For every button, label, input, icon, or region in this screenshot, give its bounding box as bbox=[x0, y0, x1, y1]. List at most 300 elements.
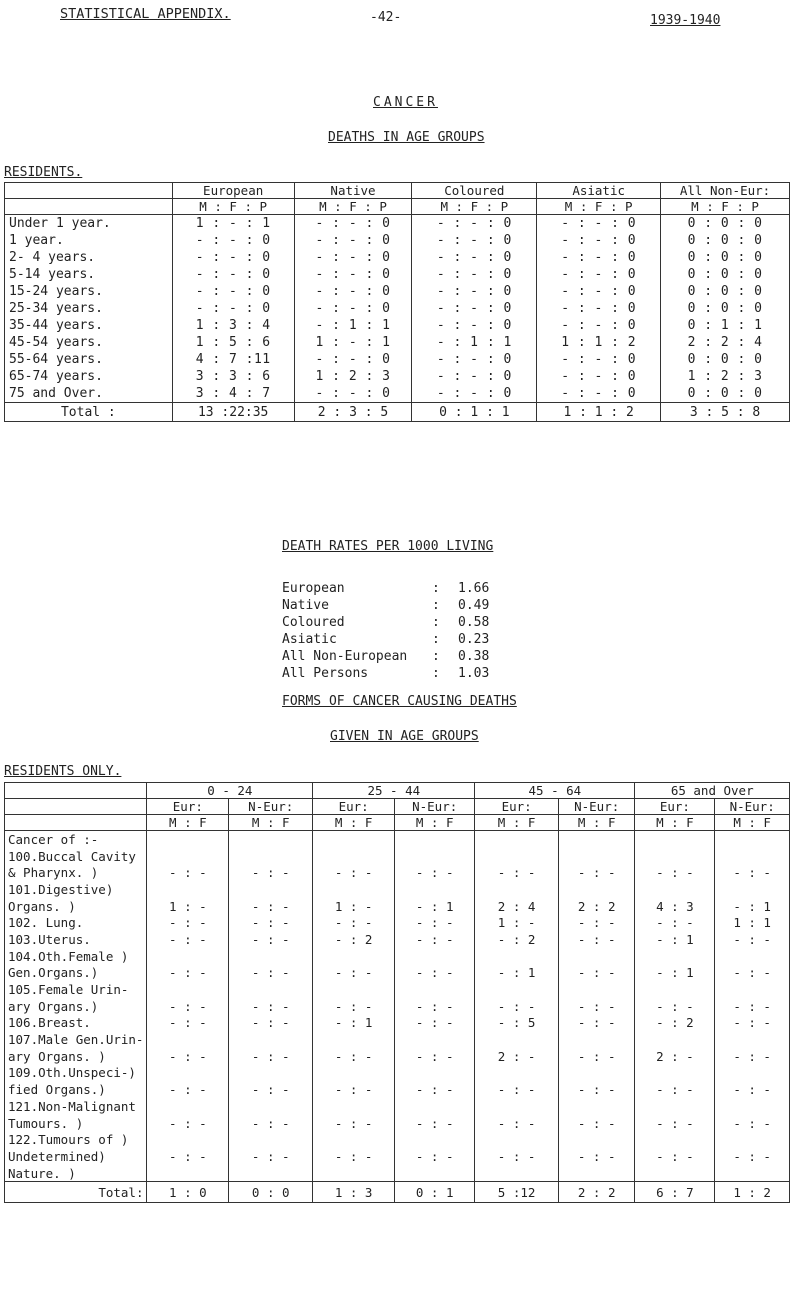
table-cell: - : - bbox=[635, 914, 715, 931]
total-cell: 0 : 1 bbox=[395, 1182, 475, 1203]
table-cell bbox=[147, 1031, 229, 1048]
column-subheader: M : F : P bbox=[412, 199, 537, 215]
death-rates-title: DEATH RATES PER 1000 LIVING bbox=[282, 539, 494, 554]
column-header-age-0-24: 0 - 24 bbox=[147, 783, 313, 799]
table-cell: - : - bbox=[715, 1081, 790, 1098]
table-cell bbox=[147, 1065, 229, 1082]
table-cell bbox=[395, 848, 475, 865]
table-cell: - : - : 0 bbox=[537, 368, 661, 385]
table-cell: 3 : 3 : 6 bbox=[172, 368, 294, 385]
table-cell bbox=[635, 1065, 715, 1082]
column-header-all-non-eur: All Non-Eur: bbox=[661, 183, 790, 199]
table-cell: - : - bbox=[395, 864, 475, 881]
table-cell: - : - bbox=[147, 1048, 229, 1065]
total-cell: 5 :12 bbox=[475, 1182, 559, 1203]
table-cell: - : - : 0 bbox=[412, 249, 537, 266]
column-subheader: N-Eur: bbox=[395, 799, 475, 815]
table-cell: - : - bbox=[229, 998, 313, 1015]
total-cell: 13 :22:35 bbox=[172, 403, 294, 422]
table-cell: - : 2 bbox=[475, 931, 559, 948]
table-cell: - : - bbox=[475, 1148, 559, 1165]
table-cell bbox=[147, 831, 229, 848]
table-cell bbox=[558, 1165, 635, 1182]
table-cell: - : - : 0 bbox=[537, 266, 661, 283]
table-row bbox=[5, 249, 790, 266]
row-label: 65-74 years. bbox=[5, 368, 173, 385]
table-cell: 1 : 5 : 6 bbox=[172, 334, 294, 351]
death-rate-label: Asiatic bbox=[282, 632, 337, 647]
table-cell: - : - : 0 bbox=[537, 317, 661, 334]
table-row bbox=[5, 1165, 790, 1182]
table-cell: 3 : 4 : 7 bbox=[172, 385, 294, 403]
death-rate-label: All Persons bbox=[282, 666, 369, 681]
death-rate-label: Native bbox=[282, 598, 329, 613]
table-cell: - : - bbox=[558, 998, 635, 1015]
table-cell bbox=[313, 1031, 395, 1048]
column-header-age-65-over: 65 and Over bbox=[635, 783, 790, 799]
table-cell bbox=[395, 1065, 475, 1082]
section-title-cancer: CANCER bbox=[373, 95, 438, 110]
death-rate-label: European bbox=[282, 581, 345, 596]
row-label: 5-14 years. bbox=[5, 266, 173, 283]
row-label: 107.Male Gen.Urin- bbox=[5, 1031, 147, 1048]
table-cell: - : - bbox=[715, 864, 790, 881]
table-group-header-row bbox=[5, 183, 790, 199]
row-label: 122.Tumours of ) bbox=[5, 1131, 147, 1148]
table-cell: - : - bbox=[229, 1148, 313, 1165]
table-cell: - : - bbox=[715, 1148, 790, 1165]
table-cell bbox=[715, 881, 790, 898]
table-cell: 1 : - bbox=[147, 898, 229, 915]
table-cell bbox=[475, 1031, 559, 1048]
table-cell: - : - bbox=[147, 864, 229, 881]
table-cell bbox=[715, 1131, 790, 1148]
total-cell: 2 : 2 bbox=[558, 1182, 635, 1203]
table-cell: 1 : 2 : 3 bbox=[294, 368, 412, 385]
table-cell bbox=[229, 1065, 313, 1082]
table-cell: - : - : 0 bbox=[412, 283, 537, 300]
table-cell: - : - bbox=[395, 1015, 475, 1032]
row-label: 55-64 years. bbox=[5, 351, 173, 368]
table-cell: - : - bbox=[147, 1115, 229, 1132]
column-sex-header: M : F bbox=[558, 815, 635, 831]
table-cell bbox=[715, 1165, 790, 1182]
table-cell bbox=[229, 831, 313, 848]
table-group-header-row bbox=[5, 799, 790, 815]
table-row bbox=[5, 948, 790, 965]
table-cell: - : 1 bbox=[395, 898, 475, 915]
table-cell: 0 : 0 : 0 bbox=[661, 232, 790, 249]
table-sex-header-row bbox=[5, 199, 790, 215]
table-cell: - : - : 0 bbox=[172, 266, 294, 283]
table-cell: - : - bbox=[715, 1115, 790, 1132]
table-cell bbox=[313, 1065, 395, 1082]
table-cell: - : - bbox=[229, 965, 313, 982]
table-cell: - : - : 0 bbox=[412, 368, 537, 385]
table-cell: - : 1 bbox=[635, 931, 715, 948]
table-row bbox=[5, 215, 790, 233]
table-cell: 2 : 2 bbox=[558, 898, 635, 915]
table-row bbox=[5, 1115, 790, 1132]
table-cell bbox=[558, 848, 635, 865]
row-label: Undetermined) bbox=[5, 1148, 147, 1165]
row-label: Cancer of :- bbox=[5, 831, 147, 848]
table-cell: - : - bbox=[313, 864, 395, 881]
table-cell: 1 : - : 1 bbox=[294, 334, 412, 351]
table-cell bbox=[395, 1098, 475, 1115]
column-subheader: M : F : P bbox=[661, 199, 790, 215]
table-age-header-row bbox=[5, 783, 790, 799]
table-cell: - : - bbox=[395, 1048, 475, 1065]
table-cell bbox=[635, 881, 715, 898]
death-rate-row bbox=[282, 649, 489, 666]
table-cell: 0 : 1 : 1 bbox=[661, 317, 790, 334]
table-row bbox=[5, 385, 790, 403]
table-cell bbox=[313, 848, 395, 865]
table-cell: - : - bbox=[229, 931, 313, 948]
total-cell: 1 : 1 : 2 bbox=[537, 403, 661, 422]
death-rate-value: 0.38 bbox=[458, 649, 490, 664]
table-cell: - : 2 bbox=[635, 1015, 715, 1032]
row-label: ary Organs. ) bbox=[5, 1048, 147, 1065]
table-cell: - : - bbox=[395, 931, 475, 948]
table-cell: - : - bbox=[313, 1081, 395, 1098]
table-cell: - : - : 0 bbox=[172, 283, 294, 300]
death-rate-value: 1.03 bbox=[458, 666, 490, 681]
table-cell bbox=[558, 881, 635, 898]
table-row bbox=[5, 965, 790, 982]
column-header-asiatic: Asiatic bbox=[537, 183, 661, 199]
death-rate-separator: : bbox=[432, 632, 440, 647]
death-rate-row bbox=[282, 581, 489, 598]
table-cell: - : - bbox=[715, 998, 790, 1015]
table-cell: - : - bbox=[395, 965, 475, 982]
total-cell: 6 : 7 bbox=[635, 1182, 715, 1203]
table-row bbox=[5, 266, 790, 283]
table-cell: - : - bbox=[558, 1115, 635, 1132]
death-rate-separator: : bbox=[432, 581, 440, 596]
table-sex-header-row bbox=[5, 815, 790, 831]
table-cell: - : - bbox=[558, 931, 635, 948]
table-cell bbox=[147, 881, 229, 898]
death-rate-label: Coloured bbox=[282, 615, 345, 630]
table-cell: - : - bbox=[475, 1081, 559, 1098]
death-rate-value: 1.66 bbox=[458, 581, 490, 596]
row-label: 100.Buccal Cavity bbox=[5, 848, 147, 865]
column-subheader: M : F : P bbox=[172, 199, 294, 215]
table-row bbox=[5, 283, 790, 300]
death-rate-separator: : bbox=[432, 598, 440, 613]
column-sex-header: M : F bbox=[635, 815, 715, 831]
column-header-age-45-64: 45 - 64 bbox=[475, 783, 635, 799]
table-cell bbox=[395, 881, 475, 898]
death-rate-separator: : bbox=[432, 615, 440, 630]
row-label: 102. Lung. bbox=[5, 914, 147, 931]
table-cell: 1 : 1 : 2 bbox=[537, 334, 661, 351]
table-cell: - : - : 0 bbox=[294, 266, 412, 283]
row-label: 15-24 years. bbox=[5, 283, 173, 300]
row-label: 1 year. bbox=[5, 232, 173, 249]
table-cell: - : - : 0 bbox=[412, 215, 537, 233]
table-cell: - : - bbox=[635, 1115, 715, 1132]
table-row bbox=[5, 1048, 790, 1065]
table-cell bbox=[475, 1165, 559, 1182]
table-cell: - : - : 0 bbox=[537, 351, 661, 368]
table-cell: - : - bbox=[715, 965, 790, 982]
table-cell: - : - : 0 bbox=[294, 351, 412, 368]
table-cell: - : - bbox=[558, 965, 635, 982]
table-cell: - : - bbox=[147, 914, 229, 931]
total-label: Total: bbox=[5, 1182, 147, 1203]
table-cell bbox=[475, 948, 559, 965]
table-cell: - : - : 0 bbox=[172, 300, 294, 317]
table-cell: - : - bbox=[558, 864, 635, 881]
table-cell: 0 : 0 : 0 bbox=[661, 215, 790, 233]
table-cell: 1 : - bbox=[313, 898, 395, 915]
column-header-native: Native bbox=[294, 183, 412, 199]
forms-of-cancer-title: FORMS OF CANCER CAUSING DEATHS bbox=[282, 694, 517, 709]
table-total-row bbox=[5, 403, 790, 422]
table-cell bbox=[313, 948, 395, 965]
table-cell: - : - bbox=[635, 864, 715, 881]
total-cell: 2 : 3 : 5 bbox=[294, 403, 412, 422]
column-subheader: Eur: bbox=[313, 799, 395, 815]
row-label: 105.Female Urin- bbox=[5, 981, 147, 998]
table-cell: - : - : 0 bbox=[294, 232, 412, 249]
table-cell: - : 2 bbox=[313, 931, 395, 948]
table-cell: - : - : 0 bbox=[412, 266, 537, 283]
table-cell: - : 1 bbox=[313, 1015, 395, 1032]
table-cell: - : - : 0 bbox=[537, 215, 661, 233]
table-cell: 1 : 1 bbox=[715, 914, 790, 931]
row-label: fied Organs.) bbox=[5, 1081, 147, 1098]
table-cell: - : - : 0 bbox=[412, 385, 537, 403]
row-label: Nature. ) bbox=[5, 1165, 147, 1182]
table-cell bbox=[475, 1131, 559, 1148]
report-year: 1939-1940 bbox=[650, 13, 721, 28]
column-header-coloured: Coloured bbox=[412, 183, 537, 199]
table-row bbox=[5, 898, 790, 915]
table-cell: - : - bbox=[635, 1148, 715, 1165]
table-cell: - : - bbox=[229, 914, 313, 931]
table-cell bbox=[715, 1065, 790, 1082]
table-cell bbox=[313, 831, 395, 848]
table-cell: - : - : 0 bbox=[412, 232, 537, 249]
table-cell: - : - bbox=[635, 1081, 715, 1098]
table-row bbox=[5, 368, 790, 385]
table-cell: - : 5 bbox=[475, 1015, 559, 1032]
death-rate-row bbox=[282, 598, 489, 615]
table-cell: - : 1 bbox=[635, 965, 715, 982]
table-cell: - : - bbox=[147, 998, 229, 1015]
table-cell bbox=[395, 981, 475, 998]
residents-only-label: RESIDENTS ONLY. bbox=[4, 764, 122, 779]
table-cell: - : - : 0 bbox=[294, 215, 412, 233]
table-row bbox=[5, 981, 790, 998]
table-cell: - : - : 0 bbox=[412, 317, 537, 334]
table-cell: 2 : 2 : 4 bbox=[661, 334, 790, 351]
table-row bbox=[5, 1065, 790, 1082]
table-cell: - : - bbox=[229, 898, 313, 915]
table-cell: 2 : - bbox=[635, 1048, 715, 1065]
table-cell: - : - : 0 bbox=[537, 300, 661, 317]
table-cell bbox=[313, 881, 395, 898]
table-cell: - : - bbox=[313, 965, 395, 982]
table-cell bbox=[313, 1165, 395, 1182]
table-cell bbox=[715, 981, 790, 998]
column-subheader: N-Eur: bbox=[715, 799, 790, 815]
row-label: 103.Uterus. bbox=[5, 931, 147, 948]
table-cell: - : - bbox=[395, 914, 475, 931]
table-row bbox=[5, 998, 790, 1015]
residents-label: RESIDENTS. bbox=[4, 165, 83, 180]
table-cell: - : - bbox=[558, 1048, 635, 1065]
table-cell: - : 1 : 1 bbox=[412, 334, 537, 351]
table-cell bbox=[558, 948, 635, 965]
table-cell: - : - : 0 bbox=[412, 351, 537, 368]
table-cell bbox=[635, 1165, 715, 1182]
table-total-row bbox=[5, 1182, 790, 1203]
table-cell: - : - bbox=[715, 1015, 790, 1032]
table-cell bbox=[395, 831, 475, 848]
table-cell: 1 : - : 1 bbox=[172, 215, 294, 233]
table-cell: 4 : 3 bbox=[635, 898, 715, 915]
row-label: Under 1 year. bbox=[5, 215, 173, 233]
death-rate-value: 0.58 bbox=[458, 615, 490, 630]
table-row bbox=[5, 931, 790, 948]
table-row bbox=[5, 1131, 790, 1148]
row-label: 2- 4 years. bbox=[5, 249, 173, 266]
column-header-european: European bbox=[172, 183, 294, 199]
table-cell bbox=[715, 948, 790, 965]
column-sex-header: M : F bbox=[475, 815, 559, 831]
death-rate-separator: : bbox=[432, 649, 440, 664]
row-label: Tumours. ) bbox=[5, 1115, 147, 1132]
table-cell: - : - bbox=[313, 1048, 395, 1065]
table-cell bbox=[229, 948, 313, 965]
total-label: Total : bbox=[5, 403, 173, 422]
column-subheader: M : F : P bbox=[537, 199, 661, 215]
table-cell bbox=[635, 1098, 715, 1115]
row-label: 75 and Over. bbox=[5, 385, 173, 403]
table-cell bbox=[558, 1098, 635, 1115]
table-cell bbox=[313, 1131, 395, 1148]
column-sex-header: M : F bbox=[229, 815, 313, 831]
table-cell: - : - bbox=[313, 998, 395, 1015]
table-cell: 4 : 7 :11 bbox=[172, 351, 294, 368]
table-cell bbox=[147, 1165, 229, 1182]
table-cell: - : - bbox=[229, 1115, 313, 1132]
row-label: 25-34 years. bbox=[5, 300, 173, 317]
table-cell bbox=[147, 1131, 229, 1148]
column-header-age-25-44: 25 - 44 bbox=[313, 783, 475, 799]
table-row bbox=[5, 1148, 790, 1165]
table-cell: 0 : 0 : 0 bbox=[661, 385, 790, 403]
table-cell bbox=[147, 848, 229, 865]
table-cell bbox=[313, 981, 395, 998]
table-cell: - : - bbox=[147, 1148, 229, 1165]
row-label: 35-44 years. bbox=[5, 317, 173, 334]
row-label: 106.Breast. bbox=[5, 1015, 147, 1032]
table-cell bbox=[635, 848, 715, 865]
total-cell: 0 : 1 : 1 bbox=[412, 403, 537, 422]
table-cell: - : - bbox=[313, 1148, 395, 1165]
row-label: 45-54 years. bbox=[5, 334, 173, 351]
table-row bbox=[5, 351, 790, 368]
table-cell bbox=[147, 1098, 229, 1115]
table-cell bbox=[395, 948, 475, 965]
table-cell: 1 : - bbox=[475, 914, 559, 931]
table-cell: - : - bbox=[475, 1115, 559, 1132]
table-cell: - : - : 0 bbox=[412, 300, 537, 317]
table-row bbox=[5, 1031, 790, 1048]
table-row bbox=[5, 334, 790, 351]
table-cell: - : - bbox=[395, 1081, 475, 1098]
table-cell: - : - : 0 bbox=[537, 283, 661, 300]
table-cell: - : - : 0 bbox=[537, 385, 661, 403]
table-cell: - : - bbox=[229, 1048, 313, 1065]
table-cell bbox=[475, 1065, 559, 1082]
row-label: 101.Digestive) bbox=[5, 881, 147, 898]
table-cell bbox=[475, 981, 559, 998]
table-cell bbox=[147, 948, 229, 965]
table-cell: - : - bbox=[147, 1015, 229, 1032]
table-cell: - : - bbox=[147, 931, 229, 948]
death-rate-separator: : bbox=[432, 666, 440, 681]
table-cell bbox=[229, 1098, 313, 1115]
table-cell bbox=[147, 981, 229, 998]
forms-of-cancer-table bbox=[4, 782, 790, 1203]
section-subtitle-deaths: DEATHS IN AGE GROUPS bbox=[328, 130, 485, 145]
table-cell: 0 : 0 : 0 bbox=[661, 249, 790, 266]
table-cell: - : - bbox=[395, 1148, 475, 1165]
table-cell: - : - bbox=[475, 998, 559, 1015]
table-cell bbox=[558, 1065, 635, 1082]
table-cell: - : - bbox=[635, 998, 715, 1015]
table-cell bbox=[715, 831, 790, 848]
table-cell: 1 : 3 : 4 bbox=[172, 317, 294, 334]
table-cell: - : - bbox=[395, 1115, 475, 1132]
table-cell: - : 1 bbox=[475, 965, 559, 982]
table-cell: - : - : 0 bbox=[294, 283, 412, 300]
table-row bbox=[5, 1098, 790, 1115]
row-label: Gen.Organs.) bbox=[5, 965, 147, 982]
column-sex-header: M : F bbox=[313, 815, 395, 831]
table-row bbox=[5, 1081, 790, 1098]
table-row bbox=[5, 881, 790, 898]
table-row bbox=[5, 300, 790, 317]
row-label: 121.Non-Malignant bbox=[5, 1098, 147, 1115]
death-rate-row bbox=[282, 632, 489, 649]
column-subheader: N-Eur: bbox=[229, 799, 313, 815]
row-label: ary Organs.) bbox=[5, 998, 147, 1015]
table-cell bbox=[558, 1031, 635, 1048]
table-cell: - : - : 0 bbox=[172, 232, 294, 249]
table-cell bbox=[229, 981, 313, 998]
table-cell bbox=[635, 948, 715, 965]
death-rate-row bbox=[282, 615, 489, 632]
death-rates-list bbox=[282, 581, 489, 683]
total-cell: 1 : 3 bbox=[313, 1182, 395, 1203]
row-label: Organs. ) bbox=[5, 898, 147, 915]
table-cell bbox=[558, 831, 635, 848]
total-cell: 0 : 0 bbox=[229, 1182, 313, 1203]
total-cell: 1 : 2 bbox=[715, 1182, 790, 1203]
table-cell bbox=[313, 1098, 395, 1115]
table-cell: 2 : 4 bbox=[475, 898, 559, 915]
column-sex-header: M : F bbox=[395, 815, 475, 831]
death-rate-row bbox=[282, 666, 489, 683]
